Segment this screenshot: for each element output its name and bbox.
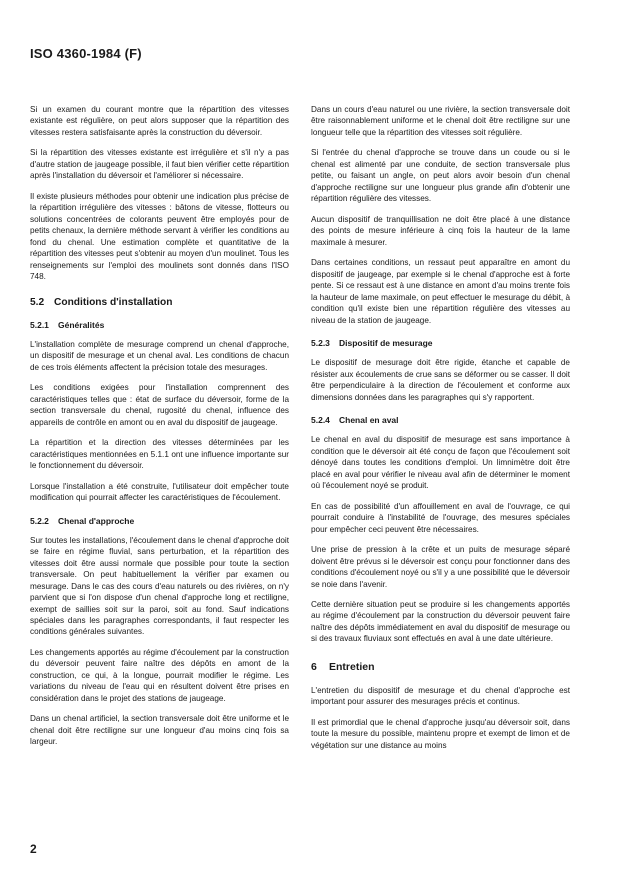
- paragraph: Les conditions exigées pour l'installation comprennent des caractéristiques telles que : état de surface du déversoir, forme de la section transversale du chenal, rugosité du chenal, influence des appareils de contrôle en amont ou en aval du dispositif de jaugeage.: [30, 383, 289, 427]
- paragraph: Sur toutes les installations, l'écoulement dans le chenal d'approche doit se faire en régime fluvial, sans perturbation, et la répartition des vitesses doit être aussi normale que possible pour toute la section transversale. On peut habituellement la vérifier par examen ou mesurage. Dans le cas des cours d'eau naturels ou des rivières, on n'y parvient que si l'on dispose d'un chenal d'approche long et rectiligne, exempt de saillies soit sur la paroi, soit au fond. Sauf indications spéciales dans les paragraphes correspondants, il faut respecter les conditions générales suivantes.: [30, 535, 289, 637]
- section-title: Entretien: [329, 660, 375, 673]
- paragraph: Le dispositif de mesurage doit être rigide, étanche et capable de résister aux écoulements de crue sans se déformer ou se casser. Il doit être perpendiculaire à la direction de l'écoulement et conforme aux dimensions données dans les paragraphes qui s'y rapportent.: [311, 358, 570, 402]
- paragraph: Une prise de pression à la crête et un puits de mesurage séparé doivent être prévus si le déversoir est conçu pour fonctionner dans des conditions d'écoulement noyé ou s'il y a une possibilité que le déversoir se noie dans l'avenir.: [311, 545, 570, 589]
- subsection-number: 5.2.2: [30, 515, 49, 526]
- section-number: 6: [311, 660, 317, 673]
- subsection-number: 5.2.1: [30, 319, 49, 330]
- paragraph: Cette dernière situation peut se produire si les changements apportés au régime d'écoulement par la construction du déversoir peuvent faire naître des dépôts immédiatement en aval du dispositif de mesurage ou si des travaux fluviaux sont effectués en aval à une date ultérieure.: [311, 599, 570, 644]
- subsection-heading-5-2-4: [311, 415, 570, 425]
- paragraph: Dans un cours d'eau naturel ou une rivière, la section transversale doit être raisonnablement uniforme et le chenal doit être rectiligne sur une longueur telle que la répartition des vitesses soit régulière.: [311, 105, 570, 137]
- paragraph: L'installation complète de mesurage comprend un chenal d'approche, un dispositif de mesurage et un chenal aval. Les conditions de chacun de ces trois éléments affectent la précision totale des mesurages.: [30, 339, 289, 372]
- paragraph: Il existe plusieurs méthodes pour obtenir une indication plus précise de la répartition irrégulière des vitesses : bâtons de vitesse, flotteurs ou solutions concentrées de colorants peuvent être employés pour de petits chenaux, la dernière méthode servant à vérifier les conditions au fond du chenal. Une estimation complète et quantitative de la répartition des vitesses peut s'obtenir au moyen d'un moulinet. Tous les renseignements sur l'emploi des moulinets sont donnés dans l'ISO 748.: [30, 191, 289, 282]
- paragraph: Aucun dispositif de tranquillisation ne doit être placé à une distance des points de mesure inférieure à cinq fois la hauteur de la lame maximale à mesurer.: [311, 214, 570, 247]
- paragraph: Le chenal en aval du dispositif de mesurage est sans importance à condition que le déversoir ait été conçu de façon que l'écoulement soit dénoyé dans toutes les conditions d'emploi. Un limnimètre doit être placé en aval pour vérifier le niveau aval afin de déterminer le moment où l'écoulement noyé se produit.: [311, 435, 570, 491]
- paragraph: Il est primordial que le chenal d'approche jusqu'au déversoir soit, dans toute la mesure du possible, maintenu propre et exempt de limon et de végétation sur une distance au moins: [311, 717, 570, 750]
- subsection-title: Chenal d'approche: [58, 515, 135, 526]
- paragraph: Les changements apportés au régime d'écoulement par la construction du déversoir peuvent faire naître des dépôts en amont de la construction, ce qui, à la longue, pourrait modifier le régime. Les variations du niveau de l'eau qui en résultent doivent être prises en considération dans le projet des stations de jaugeage.: [30, 647, 289, 703]
- paragraph: Lorsque l'installation a été construite, l'utilisateur doit empêcher toute modification qui pourrait affecter les caractéristiques de l'écoulement.: [30, 481, 289, 503]
- subsection-title: Généralités: [58, 319, 105, 330]
- paragraph: Si la répartition des vitesses existante est irrégulière et s'il n'y a pas d'autre station de jaugeage possible, il faut bien vérifier cette répartition après l'installation du déversoir et l'améliorer si nécessaire.: [30, 148, 289, 181]
- left-column: [30, 104, 289, 757]
- right-column: [311, 104, 570, 760]
- paragraph: Si un examen du courant montre que la répartition des vitesses existante est régulière, on peut alors supposer que la répartition des vitesses restera satisfaisante après la construction du déversoir.: [30, 105, 289, 137]
- subsection-number: 5.2.3: [311, 338, 330, 349]
- paragraph: Dans un chenal artificiel, la section transversale doit être uniforme et le chenal doit être rectiligne sur une longueur d'au moins cinq fois sa largeur.: [30, 714, 289, 747]
- subsection-heading-5-2-3: [311, 338, 570, 348]
- document-header: ISO 4360-1984 (F): [30, 46, 142, 61]
- subsection-number: 5.2.4: [311, 415, 330, 426]
- subsection-title: Dispositif de mesurage: [339, 338, 433, 349]
- paragraph: L'entretien du dispositif de mesurage et du chenal d'approche est important pour assurer des mesurages précis et continus.: [311, 685, 570, 707]
- section-number: 5.2: [30, 296, 45, 308]
- paragraph: En cas de possibilité d'un affouillement en aval de l'ouvrage, ce qui pourrait conduire à l'instabilité de l'ouvrage, des mesures spéciales pour empêcher ceci peuvent être nécessaires.: [311, 501, 570, 534]
- paragraph: La répartition et la direction des vitesses déterminées par les caractéristiques mentionnées en 5.1.1 ont une influence importante sur le fonctionnement du déversoir.: [30, 438, 289, 471]
- subsection-heading-5-2-1: [30, 320, 289, 330]
- section-title: Conditions d'installation: [54, 296, 173, 308]
- section-heading-5-2: [30, 297, 289, 308]
- paragraph: Si l'entrée du chenal d'approche se trouve dans un coude ou si le chenal est alimenté par une conduite, de section transversale plus petite, ou faisant un angle, on peut alors avoir besoin d'un chenal d'approche rectiligne sur une longueur plus grande afin d'obtenir une répartition régulière des vitesses.: [311, 148, 570, 204]
- page-number: 2: [30, 842, 37, 856]
- subsection-heading-5-2-2: [30, 516, 289, 526]
- subsection-title: Chenal en aval: [339, 415, 399, 426]
- section-heading-6: [311, 661, 570, 673]
- paragraph: Dans certaines conditions, un ressaut peut apparaître en amont du dispositif de jaugeage, par exemple si le chenal d'approche est à forte pente. Si ce ressaut est à une distance en amont d'au moins trente fois la hauteur de lame maximale, on peut effectuer le mesurage du débit, à condition qu'il existe bien une répartition régulière des vitesses au niveau de la station de jaugeage.: [311, 258, 570, 325]
